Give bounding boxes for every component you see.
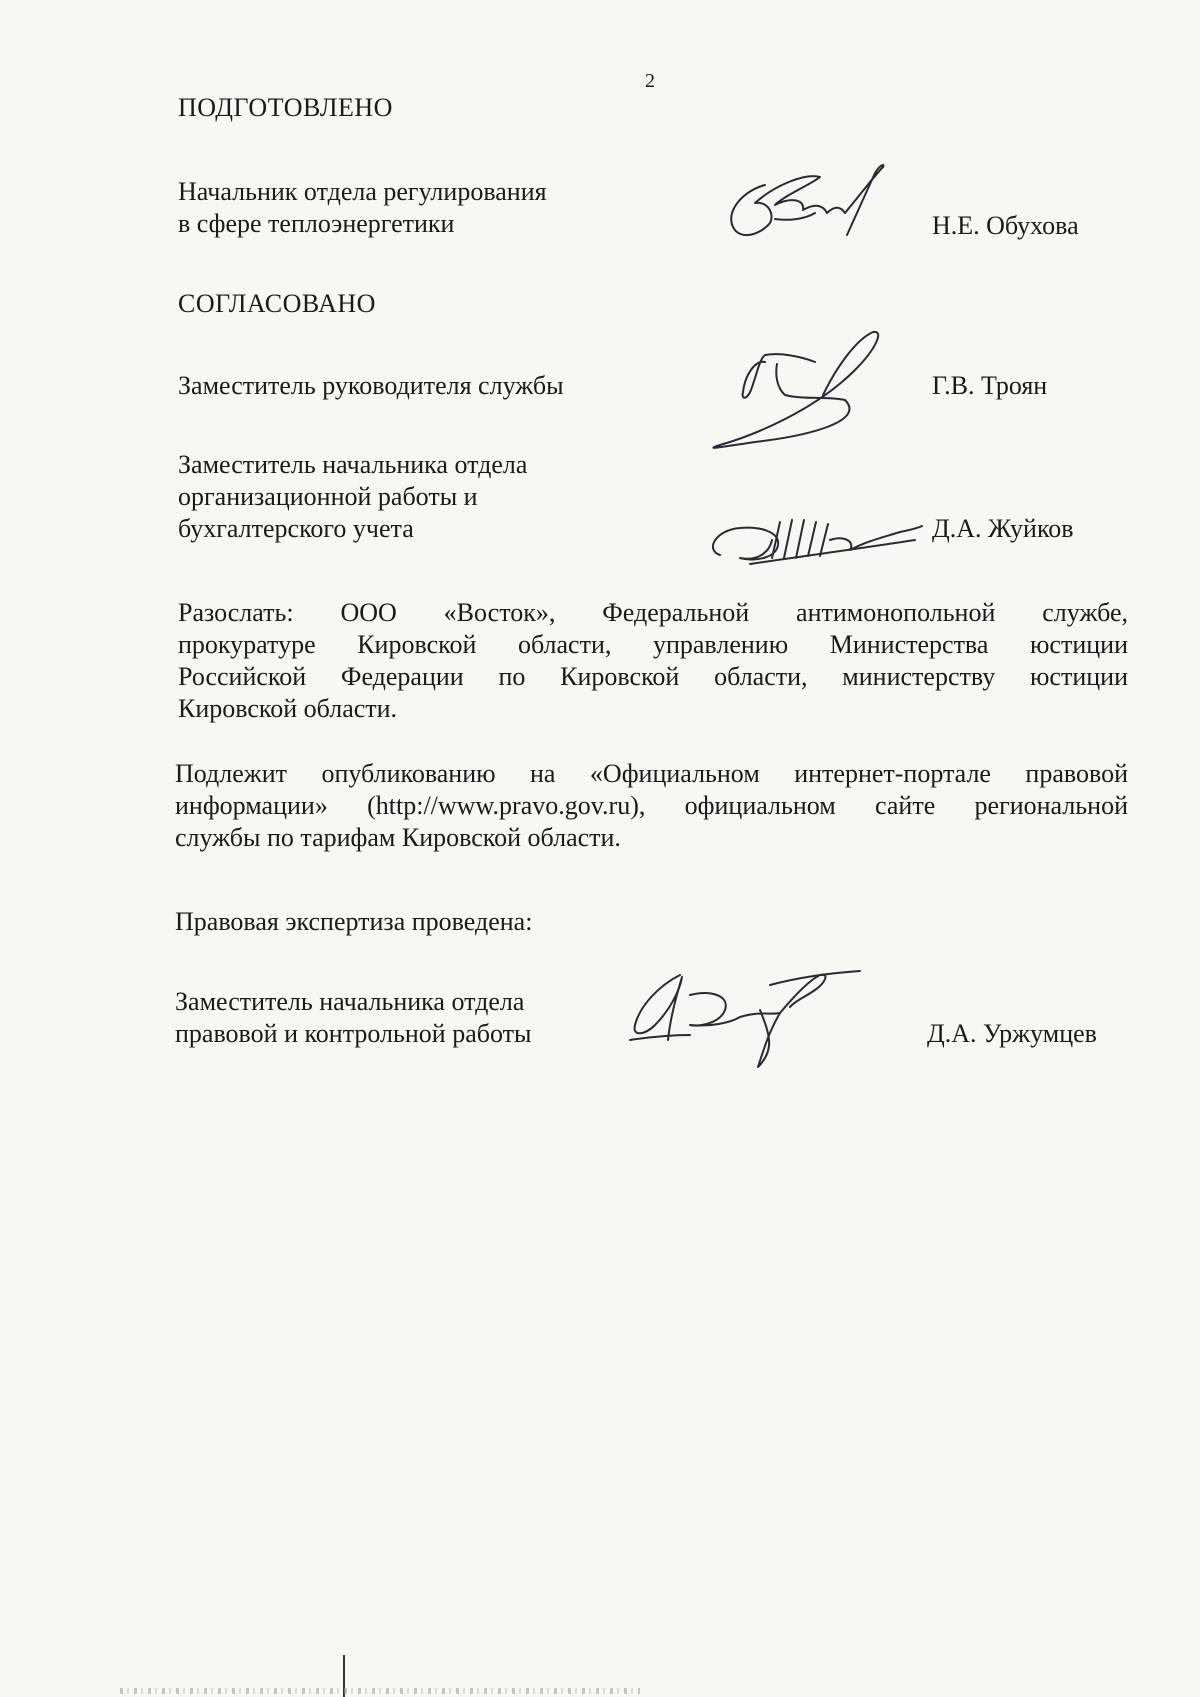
distribution-line-1: Разослать: ООО «Восток», Федеральной антимонопольной службе,: [178, 598, 1128, 627]
agreed-signer2-position-line-3: бухгалтерского учета: [178, 514, 414, 543]
distribution-line-4: Кировской области.: [178, 694, 398, 723]
agreed-signer1-position: Заместитель руководителя службы: [178, 371, 564, 400]
signature-obukhova: [715, 155, 900, 245]
signature-zhuykov: [700, 500, 925, 580]
publication-line-1: Подлежит опубликованию на «Официальном интернет-портале правовой: [175, 759, 1128, 788]
publication-line-2: информации» (http://www.pravo.gov.ru), официальном сайте региональной: [175, 791, 1128, 820]
legal-review-position-line-1: Заместитель начальника отдела: [175, 987, 525, 1016]
agreed-signer2-name: Д.А. Жуйков: [932, 514, 1074, 543]
agreed-signer2-position-line-1: Заместитель начальника отдела: [178, 450, 528, 479]
agreed-signer1-name: Г.В. Троян: [932, 371, 1048, 400]
prepared-position-line-2: в сфере теплоэнергетики: [178, 209, 455, 238]
scan-noise-strip: [120, 1688, 640, 1694]
prepared-heading: ПОДГОТОВЛЕНО: [178, 93, 393, 122]
agreed-signer2-position-line-2: организационной работы и: [178, 482, 478, 511]
distribution-paragraph: [178, 597, 1128, 725]
publication-paragraph: [175, 758, 1128, 854]
prepared-name: Н.Е. Обухова: [932, 211, 1079, 240]
publication-line-3: службы по тарифам Кировской области.: [175, 823, 621, 852]
signature-troyan: [695, 300, 935, 465]
prepared-position-line-1: Начальник отдела регулирования: [178, 177, 547, 206]
distribution-line-2: прокуратуре Кировской области, управлению Министерства юстиции: [178, 630, 1128, 659]
page-number: 2: [645, 70, 655, 92]
distribution-line-3: Российской Федерации по Кировской области, министерству юстиции: [178, 662, 1128, 691]
legal-review-position-line-2: правовой и контрольной работы: [175, 1019, 532, 1048]
signature-urzhumtsev: [620, 955, 870, 1075]
legal-review-heading: Правовая экспертиза проведена:: [175, 907, 533, 936]
agreed-heading: СОГЛАСОВАНО: [178, 289, 376, 318]
legal-review-name: Д.А. Уржумцев: [927, 1019, 1097, 1048]
